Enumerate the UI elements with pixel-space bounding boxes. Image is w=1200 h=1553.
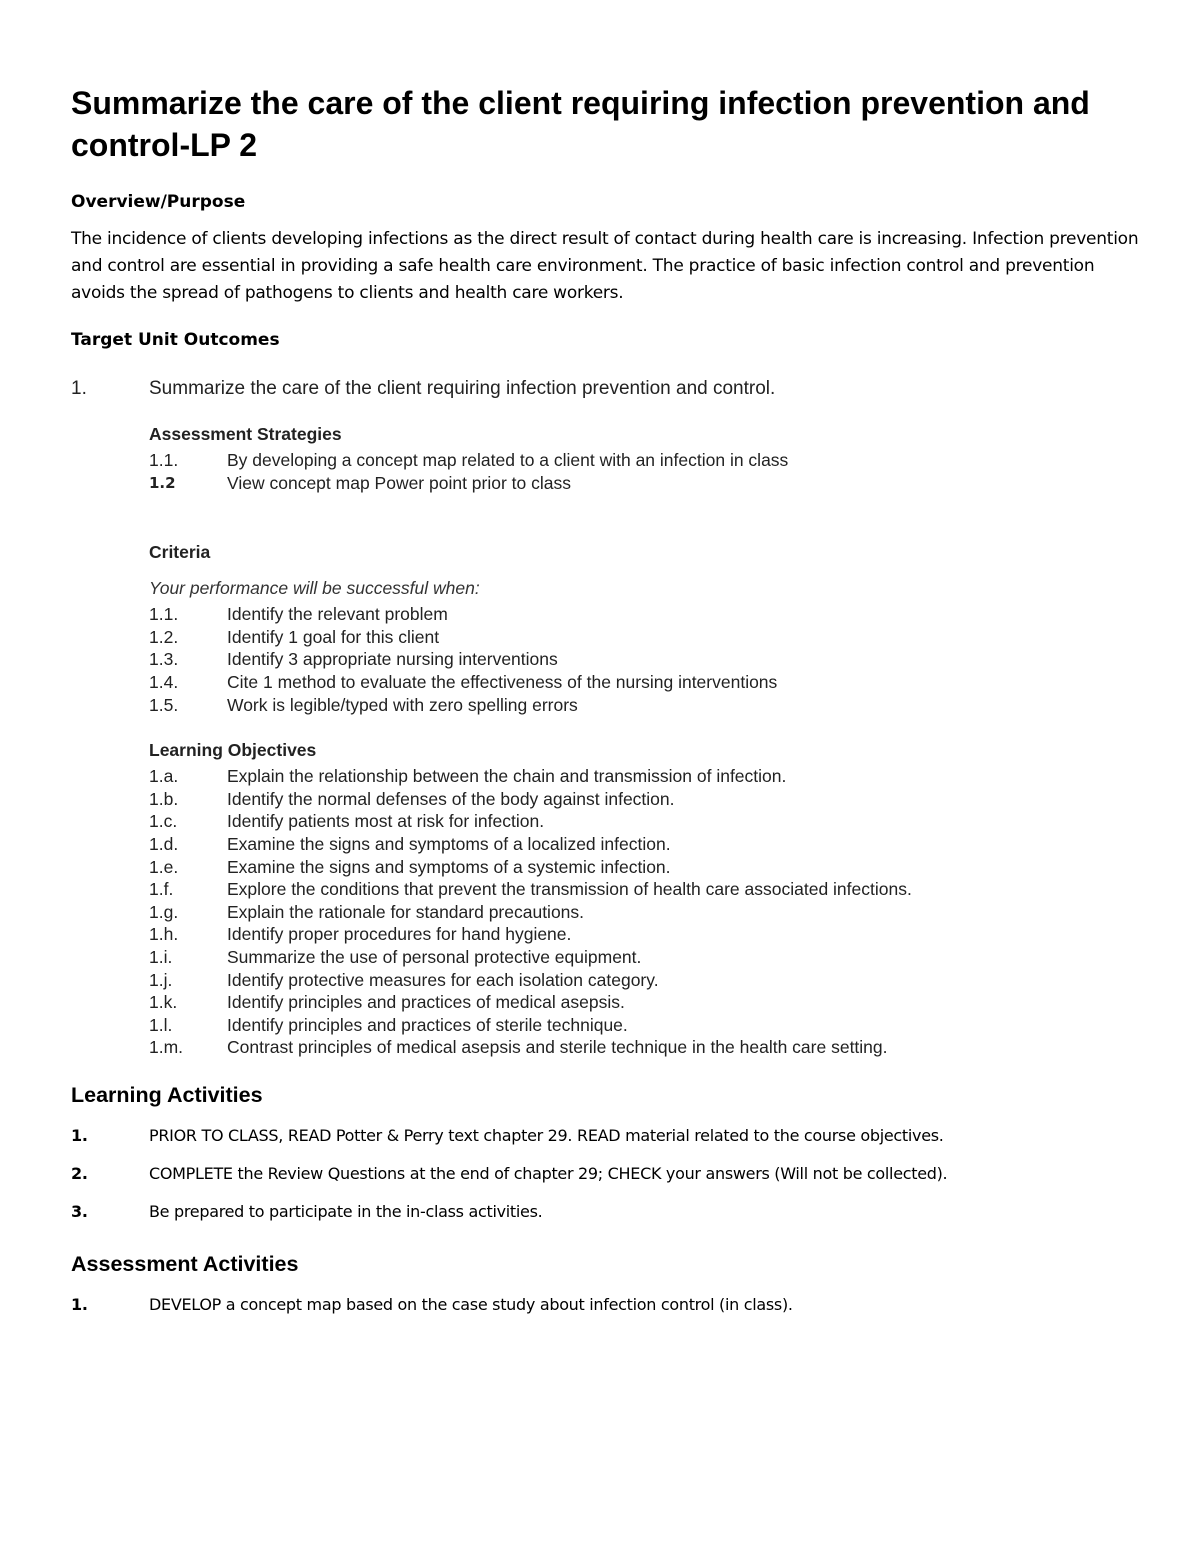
item-text: By developing a concept map related to a client with an infection in class — [227, 450, 789, 470]
item-text: Identify the relevant problem — [227, 604, 448, 625]
item-text: Identify 3 appropriate nursing interventions — [227, 649, 558, 670]
item-number: 1.3. — [149, 649, 179, 670]
item-text: Examine the signs and symptoms of a systemic infection. — [227, 856, 671, 877]
outcome-text: Summarize the care of the client requiring infection prevention and control. — [149, 378, 776, 399]
item-number: 1.i. — [149, 946, 173, 967]
item-text: Examine the signs and symptoms of a localized infection. — [227, 833, 671, 854]
item-text: Identify proper procedures for hand hygiene. — [227, 924, 572, 945]
item-number: 1.m. — [149, 1037, 184, 1058]
criteria-intro: Your performance will be successful when: — [149, 578, 480, 599]
list-item — [149, 1036, 1141, 1059]
item-text: Summarize the use of personal protective equipment. — [227, 946, 642, 967]
list-item — [149, 472, 1141, 495]
activity-item — [71, 1294, 1141, 1316]
document-page — [71, 82, 1141, 1316]
item-text: Explain the relationship between the chain and transmission of infection. — [227, 766, 787, 787]
item-text: Be prepared to participate in the in-class activities. — [149, 1201, 543, 1221]
list-item — [149, 856, 1141, 879]
item-number: 1.b. — [149, 788, 179, 809]
item-number: 1.5. — [149, 694, 179, 715]
learning-activities-heading: Learning Activities — [71, 1082, 263, 1107]
item-text: Identify protective measures for each isolation category. — [227, 969, 659, 990]
item-number: 1.4. — [149, 671, 179, 692]
assessment-strategies-section — [149, 423, 1141, 494]
item-number: 1.c. — [149, 811, 178, 832]
learning-objectives-section — [149, 739, 1141, 1059]
item-number: 1.a. — [149, 766, 179, 787]
list-item — [149, 626, 1141, 649]
activity-item — [71, 1201, 1141, 1223]
list-item — [149, 765, 1141, 788]
activity-item — [71, 1125, 1141, 1147]
item-number: 2. — [71, 1163, 88, 1183]
item-text: Identify 1 goal for this client — [227, 626, 440, 647]
item-text: Explore the conditions that prevent the transmission of health care associated infections. — [227, 879, 912, 900]
item-number: 1.f. — [149, 879, 174, 900]
item-number: 1.2. — [149, 626, 179, 647]
list-item — [149, 969, 1141, 992]
item-number: 1.e. — [149, 856, 179, 877]
item-text: Explain the rationale for standard precautions. — [227, 901, 585, 922]
list-item — [149, 449, 1141, 472]
list-item — [149, 878, 1141, 901]
item-number: 1.1. — [149, 450, 179, 470]
activity-item — [71, 1163, 1141, 1185]
list-item — [149, 694, 1141, 717]
list-item — [149, 901, 1141, 924]
target-outcome-item — [71, 377, 1141, 401]
list-item — [149, 648, 1141, 671]
item-text: Identify the normal defenses of the body against infection. — [227, 788, 675, 809]
list-item — [149, 810, 1141, 833]
item-number: 1.j. — [149, 969, 173, 990]
item-text: Identify patients most at risk for infection. — [227, 811, 545, 832]
list-item — [149, 923, 1141, 946]
assessment-activities-heading: Assessment Activities — [71, 1251, 299, 1276]
item-text: PRIOR TO CLASS, READ Potter & Perry text chapter 29. READ material related to the course objectives. — [149, 1125, 944, 1145]
item-number: 1.l. — [149, 1014, 173, 1035]
item-text: COMPLETE the Review Questions at the end of chapter 29; CHECK your answers (Will not be collected). — [149, 1163, 948, 1183]
criteria-heading: Criteria — [149, 542, 211, 563]
list-item — [149, 833, 1141, 856]
document-title: Summarize the care of the client requiring infection prevention and control-LP 2 — [71, 85, 1090, 163]
item-number: 3. — [71, 1201, 88, 1221]
item-number: 1.d. — [149, 833, 179, 854]
item-text: Contrast principles of medical asepsis and sterile technique in the health care setting. — [227, 1037, 888, 1058]
list-item — [149, 991, 1141, 1014]
item-number: 1. — [71, 1294, 88, 1314]
criteria-section — [149, 541, 1141, 716]
item-text: Identify principles and practices of sterile technique. — [227, 1014, 628, 1035]
item-number: 1.h. — [149, 924, 179, 945]
item-number: 1.k. — [149, 992, 178, 1013]
assessment-strategies-heading: Assessment Strategies — [149, 424, 342, 444]
item-text: Identify principles and practices of medical asepsis. — [227, 992, 625, 1013]
item-number: 1.g. — [149, 901, 179, 922]
list-item — [149, 671, 1141, 694]
learning-objectives-heading: Learning Objectives — [149, 740, 317, 761]
overview-paragraph: The incidence of clients developing infections as the direct result of contact during health care is increasing. Infection prevention and control are essential in providing a safe health care environment. The practice of basic infection control and prevention avoids the spread of pathogens to clients and health care workers. — [71, 229, 1139, 303]
target-outcomes-heading: Target Unit Outcomes — [71, 330, 280, 350]
outcome-number: 1. — [71, 378, 87, 399]
item-text: Cite 1 method to evaluate the effectiveness of the nursing interventions — [227, 671, 778, 692]
item-text: View concept map Power point prior to class — [227, 472, 572, 493]
item-number: 1. — [71, 1125, 88, 1145]
item-number: 1.1. — [149, 604, 179, 625]
list-item — [149, 603, 1141, 626]
item-number: 1.2 — [149, 473, 176, 492]
list-item — [149, 946, 1141, 969]
item-text: DEVELOP a concept map based on the case study about infection control (in class). — [149, 1294, 793, 1314]
item-text: Work is legible/typed with zero spelling errors — [227, 694, 578, 715]
list-item — [149, 788, 1141, 811]
list-item — [149, 1014, 1141, 1037]
overview-heading: Overview/Purpose — [71, 192, 246, 212]
